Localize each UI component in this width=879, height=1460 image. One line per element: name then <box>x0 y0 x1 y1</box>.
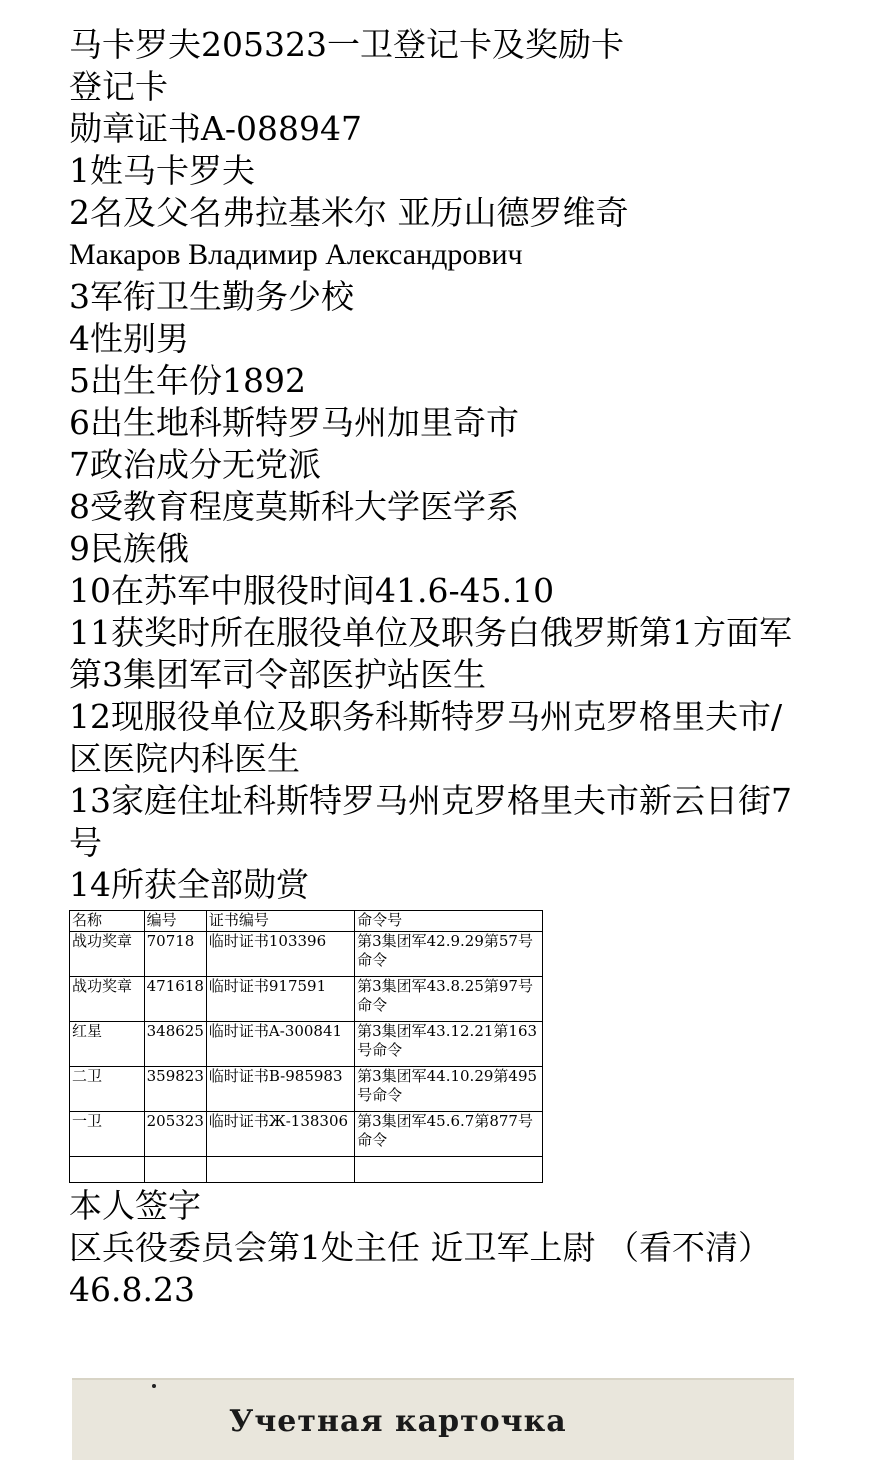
field-education: 8受教育程度莫斯科大学医学系 <box>69 487 519 526</box>
field-all-awards: 14所获全部勋赏 <box>69 865 309 904</box>
document-title: 马卡罗夫205323一卫登记卡及奖励卡 <box>69 25 624 64</box>
cell-cert-number: 临时证书A-300841 <box>206 1022 354 1067</box>
russian-name: Макаров Владимир Александрович <box>69 238 523 271</box>
cell-award-name: 红星 <box>70 1022 145 1067</box>
cell-award-name: 战功奖章 <box>70 977 145 1022</box>
cell-award-name: 二卫 <box>70 1067 145 1112</box>
document-date: 46.8.23 <box>69 1270 195 1309</box>
cell-cert-number: 临时证书917591 <box>206 977 354 1022</box>
cell-cert-number: 临时证书Ж-138306 <box>206 1112 354 1157</box>
cell-empty <box>70 1157 145 1183</box>
scan-speck <box>152 1384 156 1388</box>
field-birthplace: 6出生地科斯特罗马州加里奇市 <box>69 403 519 442</box>
certificate-number: 勋章证书A-088947 <box>69 109 362 148</box>
cell-empty <box>206 1157 354 1183</box>
document-body <box>69 24 809 1311</box>
header-cert-number: 证书编号 <box>206 911 354 932</box>
cell-award-name: 战功奖章 <box>70 932 145 977</box>
cell-cert-number: 临时证书B-985983 <box>206 1067 354 1112</box>
cell-award-number: 471618 <box>144 977 206 1022</box>
header-name: 名称 <box>70 911 145 932</box>
field-surname: 1姓马卡罗夫 <box>69 151 255 190</box>
field-home-address: 13家庭住址科斯特罗马州克罗格里夫市新云日街7号 <box>69 781 792 862</box>
field-sex: 4性别男 <box>69 319 189 358</box>
table-row <box>70 932 543 977</box>
cell-cert-number: 临时证书103396 <box>206 932 354 977</box>
field-party: 7政治成分无党派 <box>69 445 321 484</box>
field-rank: 3军衔卫生勤务少校 <box>69 277 354 316</box>
card-label: 登记卡 <box>69 67 168 106</box>
cell-award-name: 一卫 <box>70 1112 145 1157</box>
scanned-card-title: Учетная карточка <box>229 1404 567 1439</box>
cell-order-number: 第3集团军42.9.29第57号命令 <box>355 932 543 977</box>
cell-award-number: 70718 <box>144 932 206 977</box>
cell-award-number: 348625 <box>144 1022 206 1067</box>
cell-order-number: 第3集团军43.12.21第163号命令 <box>355 1022 543 1067</box>
cell-empty <box>144 1157 206 1183</box>
table-row <box>70 977 543 1022</box>
signature-label: 本人签字 <box>69 1186 201 1225</box>
field-current-unit: 12现服役单位及职务科斯特罗马州克罗格里夫市/区医院内科医生 <box>69 697 783 778</box>
cell-order-number: 第3集团军43.8.25第97号命令 <box>355 977 543 1022</box>
cell-award-number: 205323 <box>144 1112 206 1157</box>
field-nationality: 9民族俄 <box>69 529 189 568</box>
cell-award-number: 359823 <box>144 1067 206 1112</box>
field-unit-at-award: 11获奖时所在服役单位及职务白俄罗斯第1方面军第3集团军司令部医护站医生 <box>69 613 792 694</box>
table-row <box>70 1022 543 1067</box>
table-header-row <box>70 911 543 932</box>
table-row <box>70 1112 543 1157</box>
table-row <box>70 1067 543 1112</box>
field-name-patronymic: 2名及父名弗拉基米尔 亚历山德罗维奇 <box>69 193 629 232</box>
header-number: 编号 <box>144 911 206 932</box>
cell-empty <box>355 1157 543 1183</box>
field-service-period: 10在苏军中服役时间41.6-45.10 <box>69 571 555 610</box>
scanned-card-image <box>72 1378 794 1460</box>
header-order-number: 命令号 <box>355 911 543 932</box>
cell-order-number: 第3集团军44.10.29第495号命令 <box>355 1067 543 1112</box>
table-row-empty <box>70 1157 543 1183</box>
official-signature: 区兵役委员会第1处主任 近卫军上尉 （看不清） <box>69 1228 771 1267</box>
field-birth-year: 5出生年份1892 <box>69 361 306 400</box>
awards-table <box>69 910 543 1183</box>
cell-order-number: 第3集团军45.6.7第877号命令 <box>355 1112 543 1157</box>
